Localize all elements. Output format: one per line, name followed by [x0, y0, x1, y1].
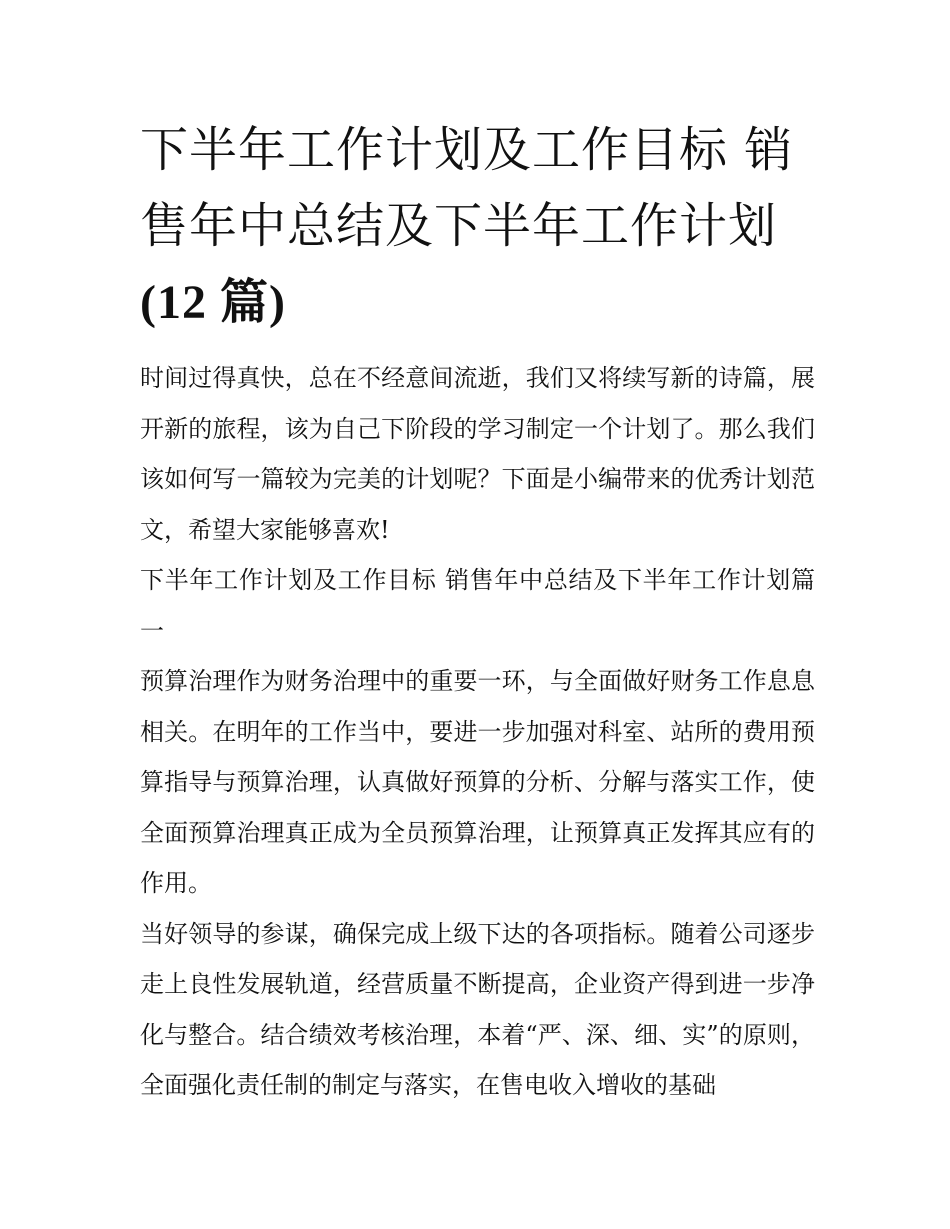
document-title	[140, 112, 815, 341]
body-paragraph-2: 当好领导的参谋，确保完成上级下达的各项指标。随着公司逐步走上良性发展轨道，经营质量不断提高，企业资产得到进一步净化与整合。结合绩效考核治理，本着“严、深、细、实”的原则，全面强化责任制的制定与落实，在售电收入增收的基础	[140, 919, 815, 1099]
document-title-main: 下半年工作计划及工作目标 销售年中总结及下半年工作计划	[140, 122, 794, 254]
section-heading-1: 下半年工作计划及工作目标 销售年中总结及下半年工作计划篇一	[140, 566, 815, 645]
document-page	[140, 112, 815, 1111]
intro-paragraph: 时间过得真快，总在不经意间流逝，我们又将续写新的诗篇，展开新的旅程，该为自己下阶段的学习制定一个计划了。那么我们该如何写一篇较为完美的计划呢？下面是小编带来的优秀计划范文，希望大家能够喜欢!	[140, 364, 815, 544]
body-paragraph-1: 预算治理作为财务治理中的重要一环，与全面做好财务工作息息相关。在明年的工作当中，要进一步加强对科室、站所的费用预算指导与预算治理，认真做好预算的分析、分解与落实工作，使全面预算治理真正成为全员预算治理，让预算真正发挥其应有的作用。	[140, 667, 815, 897]
document-title-count: (12 篇)	[140, 276, 286, 329]
document-body	[140, 353, 815, 1111]
